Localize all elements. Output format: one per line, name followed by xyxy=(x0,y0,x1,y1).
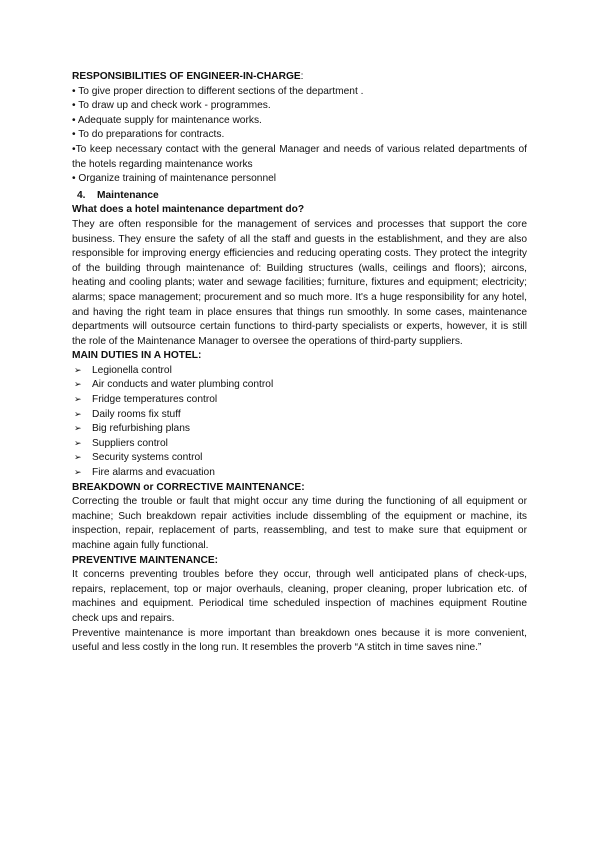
responsibility-item: • Organize training of maintenance personnel xyxy=(72,173,277,185)
duty-text: Fridge temperatures control xyxy=(92,394,218,406)
heading-colon: : xyxy=(300,71,304,82)
arrow-bullet-icon: ➢ xyxy=(74,424,82,435)
arrow-bullet-icon: ➢ xyxy=(74,365,82,376)
list-item xyxy=(72,393,527,408)
list-item xyxy=(72,466,527,481)
list-item xyxy=(72,408,527,423)
arrow-bullet-icon: ➢ xyxy=(74,438,82,449)
breakdown-paragraph: Correcting the trouble or fault that might occur any time during the functioning of all equipment or machine; Such breakdown repair activities include dissembling of the equipment or machine, its inspection, repair, replacement of parts, reassembling, and test to make sure that equipment or machine again fully functional. xyxy=(72,496,527,551)
responsibility-item: • To draw up and check work - programmes. xyxy=(72,100,271,112)
responsibility-item: • To give proper direction to different sections of the department . xyxy=(72,85,364,97)
main-duties-list xyxy=(72,364,527,481)
maintenance-question: What does a hotel maintenance department do? xyxy=(72,204,305,216)
preventive-paragraph-2: Preventive maintenance is more important than breakdown ones because it is more convenient, useful and less costly in the long run. It resembles the proverb “A stitch in time saves nine.” xyxy=(72,627,527,654)
responsibility-item: •To keep necessary contact with the general Manager and needs of various related departments of the hotels regarding maintenance works xyxy=(72,143,527,170)
section-number: 4. xyxy=(77,189,86,201)
responsibility-item: • Adequate supply for maintenance works. xyxy=(72,114,262,126)
arrow-bullet-icon: ➢ xyxy=(74,395,82,406)
duty-text: Security systems control xyxy=(92,452,203,464)
responsibilities-heading-line xyxy=(72,70,527,85)
section-heading-maintenance xyxy=(72,189,527,204)
preventive-heading: PREVENTIVE MAINTENANCE: xyxy=(72,554,219,566)
main-duties-heading: MAIN DUTIES IN A HOTEL: xyxy=(72,350,202,362)
responsibilities-list xyxy=(72,85,527,187)
responsibilities-heading: RESPONSIBILITIES OF ENGINEER-IN-CHARGE xyxy=(72,71,301,82)
duty-text: Air conducts and water plumbing control xyxy=(92,379,274,391)
arrow-bullet-icon: ➢ xyxy=(74,468,82,479)
arrow-bullet-icon: ➢ xyxy=(74,453,82,464)
preventive-paragraph-1: It concerns preventing troubles before they occur, through well anticipated plans of check-ups, repairs, replacement, top or major overhauls, cleaning, proper cleaning, proper lubrication etc. of machines and equipment. Periodical time scheduled inspection of machines equipment Routine check ups and repairs. xyxy=(72,569,527,624)
maintenance-paragraph: They are often responsible for the management of services and processes that support the core business. They ensure the safety of all the staff and guests in the establishment, and they are also responsible for improving energy efficiencies and reducing operating costs. They protect the integrity of the building through maintenance of: Building structures (walls, ceilings and floors); aircons, heating and cooling plants; water and sewage facilities; furniture, fixtures and equipment; electricity; alarms; space management; procurement and so much more. It's a huge responsibility for any hotel, and having the right team in place ensures that things run smoothly. In some cases, maintenance departments will outsource certain functions to third-party specialists or experts, however, it is still the role of the Maintenance Manager to oversee the operations of third-party suppliers. xyxy=(72,218,527,347)
document-page xyxy=(72,70,527,656)
duty-text: Suppliers control xyxy=(92,437,168,449)
duty-text: Big refurbishing plans xyxy=(92,423,190,435)
breakdown-heading: BREAKDOWN or CORRECTIVE MAINTENANCE: xyxy=(72,481,305,493)
list-item xyxy=(72,378,527,393)
responsibility-item: • To do preparations for contracts. xyxy=(72,129,225,141)
duty-text: Legionella control xyxy=(92,364,172,376)
section-title: Maintenance xyxy=(97,189,159,201)
list-item xyxy=(72,422,527,437)
list-item xyxy=(72,451,527,466)
list-item xyxy=(72,437,527,452)
arrow-bullet-icon: ➢ xyxy=(74,380,82,391)
arrow-bullet-icon: ➢ xyxy=(74,409,82,420)
duty-text: Daily rooms fix stuff xyxy=(92,408,181,420)
list-item xyxy=(72,364,527,379)
duty-text: Fire alarms and evacuation xyxy=(92,467,215,479)
